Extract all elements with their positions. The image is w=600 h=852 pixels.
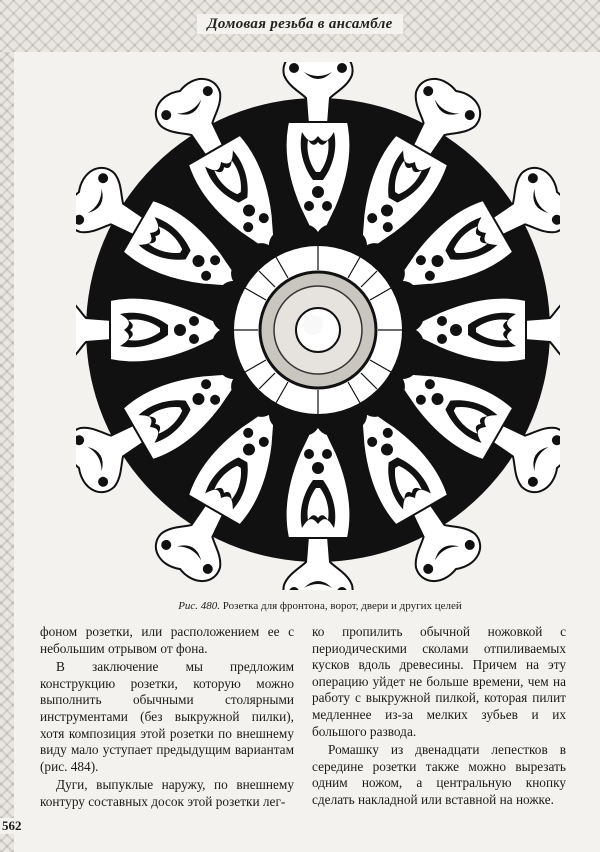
rosette-illustration: [76, 62, 560, 590]
figure-caption: [40, 600, 600, 612]
paragraph: ко пропилить обычной ножовкой с периодическими сколами отпиливаемых кусков вдоль древесины. Причем на эту операцию уйдет не больше времени, чем на работу с выкружной пилкой, которая пилит медленнее из-за мелких зубьев и их большого развода.: [312, 624, 566, 739]
figure-caption-text: Розетка для фронтона, ворот, двери и других целей: [222, 600, 462, 612]
running-header-text: Домовая резьба в ансамбле: [197, 14, 402, 34]
text-column-left: [40, 624, 294, 811]
paragraph: фоном розетки, или расположением ее с небольшим отрывом от фона.: [40, 624, 294, 656]
page-number: 562: [2, 818, 22, 833]
running-header: [0, 16, 600, 33]
paragraph: В заключение мы предложим конструкцию розетки, которую можно выполнить обычными столярными инструментами (без выкружной пилки), хотя композиция этой розетки по внешнему виду мало уступает предыдущим вариантам (рис. 484).: [40, 659, 294, 774]
paragraph: Ромашку из двенадцати лепестков в середине розетки также можно вырезать одним ножом, а центральную кнопку сделать накладной или вставной на ножке.: [312, 742, 566, 807]
text-column-right: [312, 624, 566, 809]
rosette-figure: [76, 62, 560, 590]
ornamental-border-left: [0, 52, 14, 852]
figure-caption-number: Рис. 480.: [178, 600, 221, 612]
paragraph: Дуги, выпуклые наружу, по внешнему контуру составных досок этой розетки лег-: [40, 777, 294, 809]
